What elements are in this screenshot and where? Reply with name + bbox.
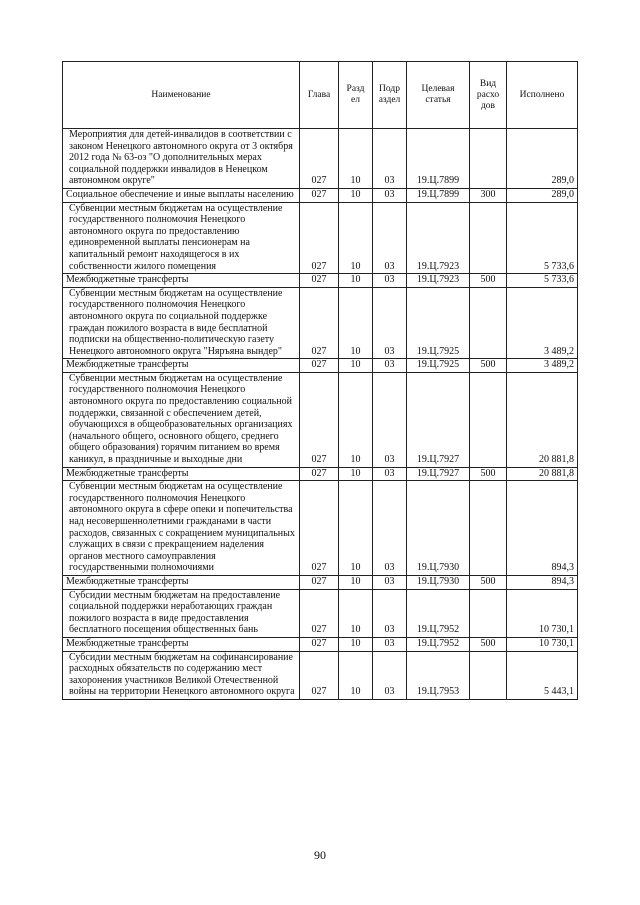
cell-section: 10 [339,467,373,481]
cell-type: 500 [470,359,507,373]
table-row [63,637,578,651]
cell-type [470,202,507,274]
cell-name: Межбюджетные трансферты [63,467,300,481]
cell-name: Мероприятия для детей-инвалидов в соответствии с законом Ненецкого автономного округа от 3 октября 2012 года № 63-оз "О дополнительных мерах социальной поддержки инвалидов в Ненецком автономном округе" [63,129,300,189]
cell-subsection: 03 [373,575,407,589]
cell-section: 10 [339,188,373,202]
cell-subsection: 03 [373,637,407,651]
cell-chapter: 027 [300,188,339,202]
cell-section: 10 [339,274,373,288]
cell-chapter: 027 [300,359,339,373]
cell-type [470,589,507,637]
table-row [63,129,578,189]
cell-subsection: 03 [373,589,407,637]
cell-type: 500 [470,467,507,481]
table-body [63,129,578,700]
header-subsection: Подр аздел [373,62,407,129]
table-row [63,287,578,359]
cell-section: 10 [339,202,373,274]
cell-section: 10 [339,651,373,699]
cell-type [470,481,507,576]
cell-chapter: 027 [300,287,339,359]
cell-type: 300 [470,188,507,202]
cell-section: 10 [339,575,373,589]
cell-type: 500 [470,575,507,589]
cell-name: Субвенции местным бюджетам на осуществление государственного полномочия Ненецкого автономного округа по предоставлению социальной поддержки, связанной с обеспечением детей, обучающихся в общеобразовательных организациях (начального общего, основного общего, среднего общего образования) горячим питанием во время каникул, в праздничные и выходные дни [63,372,300,467]
table-row [63,359,578,373]
cell-name: Субсидии местным бюджетам на софинансирование расходных обязательств по содержанию мест захоронения участников Великой Отечественной войны на территории Ненецкого автономного округа [63,651,300,699]
header-type: Вид расхо дов [470,62,507,129]
table-row [63,467,578,481]
cell-chapter: 027 [300,467,339,481]
cell-chapter: 027 [300,651,339,699]
cell-type [470,651,507,699]
cell-executed: 289,0 [507,188,578,202]
cell-target: 19.Ц.7927 [407,372,470,467]
cell-name: Социальное обеспечение и иные выплаты населению [63,188,300,202]
cell-target: 19.Ц.7925 [407,287,470,359]
header-target: Целевая статья [407,62,470,129]
cell-subsection: 03 [373,287,407,359]
cell-target: 19.Ц.7923 [407,274,470,288]
cell-executed: 10 730,1 [507,589,578,637]
cell-target: 19.Ц.7899 [407,188,470,202]
cell-type: 500 [470,637,507,651]
cell-section: 10 [339,589,373,637]
header-row [63,62,578,129]
cell-executed: 20 881,8 [507,372,578,467]
cell-chapter: 027 [300,129,339,189]
cell-target: 19.Ц.7952 [407,589,470,637]
cell-subsection: 03 [373,651,407,699]
cell-section: 10 [339,637,373,651]
cell-name: Субвенции местным бюджетам на осуществление государственного полномочия Ненецкого автономного округа в сфере опеки и попечительства над несовершеннолетними гражданами в части расходов, связанных с сокращением муниципальных служащих в связи с прекращением наделения органов местного самоуправления государственными полномочиями [63,481,300,576]
cell-section: 10 [339,481,373,576]
header-executed: Исполнено [507,62,578,129]
cell-executed: 289,0 [507,129,578,189]
budget-table [62,61,578,700]
cell-executed: 3 489,2 [507,359,578,373]
cell-subsection: 03 [373,188,407,202]
cell-chapter: 027 [300,589,339,637]
cell-target: 19.Ц.7930 [407,481,470,576]
cell-subsection: 03 [373,202,407,274]
cell-type [470,372,507,467]
cell-name: Межбюджетные трансферты [63,359,300,373]
page-number: 90 [314,848,326,862]
cell-target: 19.Ц.7952 [407,637,470,651]
table-row [63,589,578,637]
cell-chapter: 027 [300,274,339,288]
cell-executed: 10 730,1 [507,637,578,651]
cell-subsection: 03 [373,129,407,189]
cell-type [470,287,507,359]
cell-type [470,129,507,189]
cell-target: 19.Ц.7925 [407,359,470,373]
cell-target: 19.Ц.7899 [407,129,470,189]
cell-chapter: 027 [300,481,339,576]
cell-subsection: 03 [373,467,407,481]
table-row [63,188,578,202]
table-row [63,372,578,467]
cell-executed: 3 489,2 [507,287,578,359]
cell-executed: 894,3 [507,575,578,589]
cell-executed: 5 733,6 [507,274,578,288]
table-row [63,202,578,274]
cell-target: 19.Ц.7930 [407,575,470,589]
cell-name: Межбюджетные трансферты [63,274,300,288]
cell-chapter: 027 [300,575,339,589]
table-row [63,575,578,589]
cell-name: Межбюджетные трансферты [63,637,300,651]
cell-target: 19.Ц.7923 [407,202,470,274]
cell-name: Субвенции местным бюджетам на осуществление государственного полномочия Ненецкого автономного округа по социальной поддержке граждан пожилого возраста в виде бесплатной подписки на общественно-политическую газету Ненецкого автономного округа "Няръяна вындер" [63,287,300,359]
header-name: Наименование [63,62,300,129]
cell-name: Субсидии местным бюджетам на предоставление социальной поддержки неработающих граждан пожилого возраста в виде предоставления бесплатного посещения общественных бань [63,589,300,637]
cell-chapter: 027 [300,637,339,651]
cell-section: 10 [339,372,373,467]
table-row [63,274,578,288]
cell-section: 10 [339,129,373,189]
cell-name: Межбюджетные трансферты [63,575,300,589]
cell-target: 19.Ц.7953 [407,651,470,699]
cell-target: 19.Ц.7927 [407,467,470,481]
header-section: Разд ел [339,62,373,129]
cell-executed: 5 443,1 [507,651,578,699]
cell-executed: 20 881,8 [507,467,578,481]
table-row [63,651,578,699]
cell-section: 10 [339,359,373,373]
cell-subsection: 03 [373,481,407,576]
table-row [63,481,578,576]
cell-executed: 5 733,6 [507,202,578,274]
cell-chapter: 027 [300,372,339,467]
cell-type: 500 [470,274,507,288]
cell-subsection: 03 [373,359,407,373]
cell-subsection: 03 [373,372,407,467]
header-chapter: Глава [300,62,339,129]
cell-name: Субвенции местным бюджетам на осуществление государственного полномочия Ненецкого автономного округа по предоставлению единовременной выплаты пенсионерам на капитальный ремонт находящегося в их собственности жилого помещения [63,202,300,274]
cell-chapter: 027 [300,202,339,274]
cell-executed: 894,3 [507,481,578,576]
cell-section: 10 [339,287,373,359]
cell-subsection: 03 [373,274,407,288]
